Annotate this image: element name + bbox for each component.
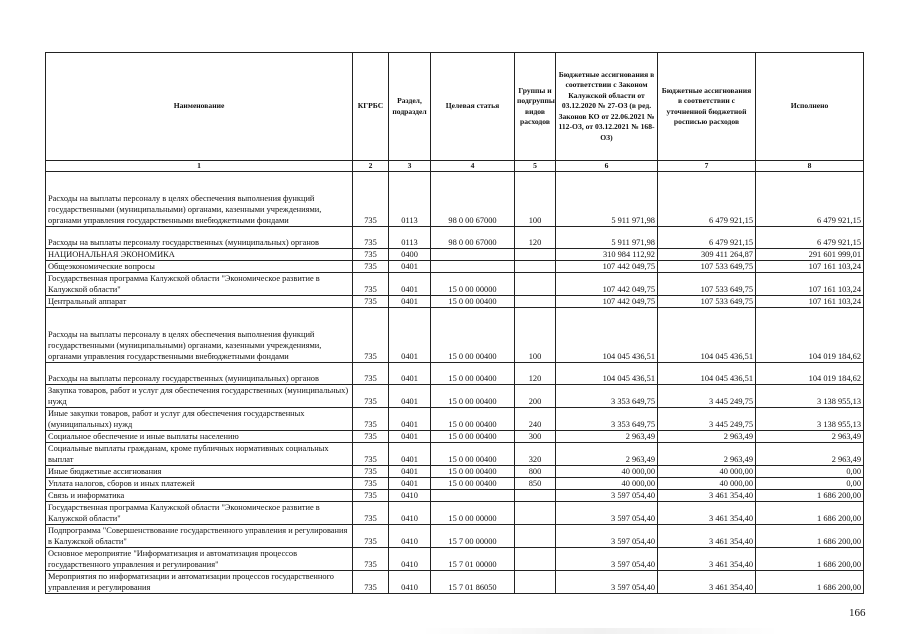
cell-ispolneno: 2 963,49 bbox=[756, 443, 864, 466]
cell-razdel: 0401 bbox=[389, 466, 431, 478]
cell-ispolneno: 107 161 103,24 bbox=[756, 273, 864, 296]
header-executed: Исполнено bbox=[756, 53, 864, 161]
table-row bbox=[46, 431, 864, 443]
cell-rospis: 6 479 921,15 bbox=[658, 227, 756, 249]
cell-celevaya: 15 0 00 00400 bbox=[431, 296, 515, 308]
cell-kgrbs: 735 bbox=[353, 363, 389, 385]
table-row bbox=[46, 478, 864, 490]
cell-rospis: 3 461 354,40 bbox=[658, 571, 756, 594]
cell-vid bbox=[515, 249, 556, 261]
cell-rospis: 107 533 649,75 bbox=[658, 261, 756, 273]
cell-name: Расходы на выплаты персоналу государственных (муниципальных) органов bbox=[46, 363, 353, 385]
cell-ispolneno: 0,00 bbox=[756, 478, 864, 490]
cell-kgrbs: 735 bbox=[353, 431, 389, 443]
cell-celevaya bbox=[431, 261, 515, 273]
cell-razdel: 0401 bbox=[389, 261, 431, 273]
cell-razdel: 0401 bbox=[389, 443, 431, 466]
cell-celevaya: 15 0 00 00400 bbox=[431, 308, 515, 363]
header-row bbox=[46, 53, 864, 161]
cell-plan: 107 442 049,75 bbox=[556, 296, 658, 308]
cell-rospis: 40 000,00 bbox=[658, 478, 756, 490]
cell-name: Иные закупки товаров, работ и услуг для обеспечения государственных (муниципальных) нужд bbox=[46, 408, 353, 431]
cell-kgrbs: 735 bbox=[353, 296, 389, 308]
cell-vid: 100 bbox=[515, 308, 556, 363]
cell-name: Закупка товаров, работ и услуг для обеспечения государственных (муниципальных) нужд bbox=[46, 385, 353, 408]
cell-razdel: 0410 bbox=[389, 571, 431, 594]
header-section: Раздел, подраздел bbox=[389, 53, 431, 161]
cell-ispolneno: 107 161 103,24 bbox=[756, 296, 864, 308]
cell-ispolneno: 1 686 200,00 bbox=[756, 490, 864, 502]
cell-name: Мероприятия по информатизации и автоматизации процессов государственного управления и регулирования bbox=[46, 571, 353, 594]
cell-name: Социальные выплаты гражданам, кроме публичных нормативных социальных выплат bbox=[46, 443, 353, 466]
cell-kgrbs: 735 bbox=[353, 308, 389, 363]
cell-name: Центральный аппарат bbox=[46, 296, 353, 308]
cell-celevaya: 15 7 01 00000 bbox=[431, 548, 515, 571]
cell-rospis: 309 411 264,87 bbox=[658, 249, 756, 261]
column-number: 7 bbox=[658, 161, 756, 172]
cell-celevaya: 15 0 00 00400 bbox=[431, 478, 515, 490]
header-revised-allocations: Бюджетные ассигнования в соответствии с уточненной бюджетной росписью расходов bbox=[658, 53, 756, 161]
cell-kgrbs: 735 bbox=[353, 478, 389, 490]
cell-plan: 3 353 649,75 bbox=[556, 385, 658, 408]
cell-kgrbs: 735 bbox=[353, 502, 389, 525]
cell-vid bbox=[515, 490, 556, 502]
cell-vid bbox=[515, 502, 556, 525]
cell-vid: 240 bbox=[515, 408, 556, 431]
cell-kgrbs: 735 bbox=[353, 172, 389, 227]
cell-kgrbs: 735 bbox=[353, 443, 389, 466]
table-row bbox=[46, 249, 864, 261]
cell-ispolneno: 104 019 184,62 bbox=[756, 363, 864, 385]
cell-celevaya: 15 7 01 86050 bbox=[431, 571, 515, 594]
cell-plan: 40 000,00 bbox=[556, 478, 658, 490]
cell-plan: 3 597 054,40 bbox=[556, 525, 658, 548]
cell-plan: 3 597 054,40 bbox=[556, 548, 658, 571]
table-row bbox=[46, 308, 864, 363]
cell-kgrbs: 735 bbox=[353, 408, 389, 431]
cell-ispolneno: 6 479 921,15 bbox=[756, 227, 864, 249]
cell-razdel: 0410 bbox=[389, 490, 431, 502]
header-expense-type: Группы и подгруппы видов расходов bbox=[515, 53, 556, 161]
cell-plan: 3 597 054,40 bbox=[556, 490, 658, 502]
table-row bbox=[46, 548, 864, 571]
cell-celevaya: 15 0 00 00000 bbox=[431, 273, 515, 296]
cell-rospis: 107 533 649,75 bbox=[658, 296, 756, 308]
cell-plan: 107 442 049,75 bbox=[556, 273, 658, 296]
cell-celevaya bbox=[431, 249, 515, 261]
cell-celevaya: 98 0 00 67000 bbox=[431, 172, 515, 227]
cell-ispolneno: 3 138 955,13 bbox=[756, 385, 864, 408]
cell-rospis: 107 533 649,75 bbox=[658, 273, 756, 296]
cell-plan: 310 984 112,92 bbox=[556, 249, 658, 261]
cell-ispolneno: 1 686 200,00 bbox=[756, 571, 864, 594]
cell-rospis: 40 000,00 bbox=[658, 466, 756, 478]
cell-ispolneno: 6 479 921,15 bbox=[756, 172, 864, 227]
cell-vid: 100 bbox=[515, 172, 556, 227]
table-row bbox=[46, 466, 864, 478]
header-name: Наименование bbox=[46, 53, 353, 161]
cell-plan: 3 597 054,40 bbox=[556, 571, 658, 594]
cell-vid: 850 bbox=[515, 478, 556, 490]
table-row bbox=[46, 363, 864, 385]
cell-razdel: 0410 bbox=[389, 502, 431, 525]
cell-vid bbox=[515, 261, 556, 273]
cell-vid: 800 bbox=[515, 466, 556, 478]
cell-name: Уплата налогов, сборов и иных платежей bbox=[46, 478, 353, 490]
table-row bbox=[46, 172, 864, 227]
cell-razdel: 0401 bbox=[389, 385, 431, 408]
cell-celevaya: 15 7 00 00000 bbox=[431, 525, 515, 548]
column-number: 2 bbox=[353, 161, 389, 172]
cell-rospis: 3 445 249,75 bbox=[658, 385, 756, 408]
cell-kgrbs: 735 bbox=[353, 490, 389, 502]
cell-name: Общеэкономические вопросы bbox=[46, 261, 353, 273]
cell-name: Расходы на выплаты персоналу в целях обеспечения выполнения функций государственными (муниципальными) органами, казенными учреждениями, органами управления государственными внебюджетными фондами bbox=[46, 172, 353, 227]
cell-razdel: 0401 bbox=[389, 363, 431, 385]
cell-ispolneno: 1 686 200,00 bbox=[756, 525, 864, 548]
cell-celevaya: 15 0 00 00000 bbox=[431, 502, 515, 525]
cell-vid: 320 bbox=[515, 443, 556, 466]
cell-plan: 107 442 049,75 bbox=[556, 261, 658, 273]
cell-kgrbs: 735 bbox=[353, 571, 389, 594]
cell-name: Государственная программа Калужской области "Экономическое развитие в Калужской области" bbox=[46, 502, 353, 525]
cell-ispolneno: 107 161 103,24 bbox=[756, 261, 864, 273]
cell-name: Подпрограмма "Совершенствование государственного управления и регулирования в Калужской области" bbox=[46, 525, 353, 548]
cell-vid: 120 bbox=[515, 363, 556, 385]
column-number-row bbox=[46, 161, 864, 172]
cell-name: Государственная программа Калужской области "Экономическое развитие в Калужской области" bbox=[46, 273, 353, 296]
cell-rospis: 6 479 921,15 bbox=[658, 172, 756, 227]
cell-plan: 40 000,00 bbox=[556, 466, 658, 478]
cell-plan: 104 045 436,51 bbox=[556, 363, 658, 385]
cell-plan: 3 597 054,40 bbox=[556, 502, 658, 525]
cell-plan: 5 911 971,98 bbox=[556, 227, 658, 249]
budget-table-sheet bbox=[45, 52, 863, 594]
column-number: 5 bbox=[515, 161, 556, 172]
header-kgrbs: КГРБС bbox=[353, 53, 389, 161]
table-row bbox=[46, 571, 864, 594]
column-number: 1 bbox=[46, 161, 353, 172]
cell-rospis: 104 045 436,51 bbox=[658, 363, 756, 385]
budget-execution-table bbox=[45, 52, 864, 594]
cell-razdel: 0401 bbox=[389, 478, 431, 490]
cell-celevaya: 15 0 00 00400 bbox=[431, 466, 515, 478]
table-row bbox=[46, 227, 864, 249]
cell-razdel: 0113 bbox=[389, 172, 431, 227]
cell-ispolneno: 3 138 955,13 bbox=[756, 408, 864, 431]
cell-kgrbs: 735 bbox=[353, 548, 389, 571]
cell-razdel: 0401 bbox=[389, 431, 431, 443]
cell-kgrbs: 735 bbox=[353, 525, 389, 548]
cell-rospis: 3 461 354,40 bbox=[658, 525, 756, 548]
cell-celevaya: 15 0 00 00400 bbox=[431, 408, 515, 431]
column-number: 3 bbox=[389, 161, 431, 172]
cell-kgrbs: 735 bbox=[353, 466, 389, 478]
cell-plan: 5 911 971,98 bbox=[556, 172, 658, 227]
cell-razdel: 0400 bbox=[389, 249, 431, 261]
cell-plan: 2 963,49 bbox=[556, 443, 658, 466]
header-target-item: Целевая статья bbox=[431, 53, 515, 161]
cell-name: Социальное обеспечение и иные выплаты населению bbox=[46, 431, 353, 443]
cell-ispolneno: 1 686 200,00 bbox=[756, 502, 864, 525]
cell-celevaya: 15 0 00 00400 bbox=[431, 431, 515, 443]
cell-ispolneno: 291 601 999,01 bbox=[756, 249, 864, 261]
cell-razdel: 0401 bbox=[389, 308, 431, 363]
table-row bbox=[46, 525, 864, 548]
table-body bbox=[46, 172, 864, 594]
cell-ispolneno: 104 019 184,62 bbox=[756, 308, 864, 363]
cell-name: Основное мероприятие "Информатизация и автоматизация процессов государственного управления и регулирования" bbox=[46, 548, 353, 571]
cell-razdel: 0401 bbox=[389, 273, 431, 296]
cell-celevaya bbox=[431, 490, 515, 502]
cell-plan: 2 963,49 bbox=[556, 431, 658, 443]
column-number: 8 bbox=[756, 161, 864, 172]
header-law-allocations: Бюджетные ассигнования в соответствии с Законом Калужской области от 03.12.2020 № 27-ОЗ (в ред. Законов КО от 22.06.2021 № 112-ОЗ, от 03.12.2021 № 168-ОЗ) bbox=[556, 53, 658, 161]
cell-rospis: 3 461 354,40 bbox=[658, 502, 756, 525]
cell-vid bbox=[515, 296, 556, 308]
cell-kgrbs: 735 bbox=[353, 273, 389, 296]
cell-vid bbox=[515, 571, 556, 594]
table-row bbox=[46, 296, 864, 308]
cell-rospis: 2 963,49 bbox=[658, 431, 756, 443]
table-row bbox=[46, 490, 864, 502]
cell-name: Расходы на выплаты персоналу в целях обеспечения выполнения функций государственными (муниципальными) органами, казенными учреждениями, органами управления государственными внебюджетными фондами bbox=[46, 308, 353, 363]
cell-rospis: 3 461 354,40 bbox=[658, 490, 756, 502]
cell-kgrbs: 735 bbox=[353, 261, 389, 273]
cell-vid: 200 bbox=[515, 385, 556, 408]
cell-ispolneno: 0,00 bbox=[756, 466, 864, 478]
cell-rospis: 3 445 249,75 bbox=[658, 408, 756, 431]
cell-name: Расходы на выплаты персоналу государственных (муниципальных) органов bbox=[46, 227, 353, 249]
cell-name: Иные бюджетные ассигнования bbox=[46, 466, 353, 478]
column-number: 6 bbox=[556, 161, 658, 172]
table-row bbox=[46, 261, 864, 273]
cell-ispolneno: 1 686 200,00 bbox=[756, 548, 864, 571]
cell-rospis: 104 045 436,51 bbox=[658, 308, 756, 363]
cell-razdel: 0401 bbox=[389, 408, 431, 431]
table-row bbox=[46, 385, 864, 408]
table-row bbox=[46, 408, 864, 431]
cell-plan: 104 045 436,51 bbox=[556, 308, 658, 363]
column-number: 4 bbox=[431, 161, 515, 172]
table-row bbox=[46, 273, 864, 296]
cell-name: НАЦИОНАЛЬНАЯ ЭКОНОМИКА bbox=[46, 249, 353, 261]
cell-vid: 120 bbox=[515, 227, 556, 249]
table-row bbox=[46, 443, 864, 466]
cell-plan: 3 353 649,75 bbox=[556, 408, 658, 431]
page-number: 166 bbox=[849, 607, 866, 619]
cell-kgrbs: 735 bbox=[353, 385, 389, 408]
cell-rospis: 2 963,49 bbox=[658, 443, 756, 466]
cell-rospis: 3 461 354,40 bbox=[658, 548, 756, 571]
cell-vid: 300 bbox=[515, 431, 556, 443]
cell-vid bbox=[515, 273, 556, 296]
cell-razdel: 0113 bbox=[389, 227, 431, 249]
cell-kgrbs: 735 bbox=[353, 227, 389, 249]
cell-vid bbox=[515, 525, 556, 548]
scan-smudge bbox=[420, 628, 780, 634]
cell-razdel: 0401 bbox=[389, 296, 431, 308]
cell-celevaya: 15 0 00 00400 bbox=[431, 363, 515, 385]
cell-razdel: 0410 bbox=[389, 525, 431, 548]
cell-celevaya: 15 0 00 00400 bbox=[431, 443, 515, 466]
cell-kgrbs: 735 bbox=[353, 249, 389, 261]
cell-razdel: 0410 bbox=[389, 548, 431, 571]
cell-name: Связь и информатика bbox=[46, 490, 353, 502]
cell-vid bbox=[515, 548, 556, 571]
cell-celevaya: 15 0 00 00400 bbox=[431, 385, 515, 408]
table-row bbox=[46, 502, 864, 525]
cell-ispolneno: 2 963,49 bbox=[756, 431, 864, 443]
cell-celevaya: 98 0 00 67000 bbox=[431, 227, 515, 249]
